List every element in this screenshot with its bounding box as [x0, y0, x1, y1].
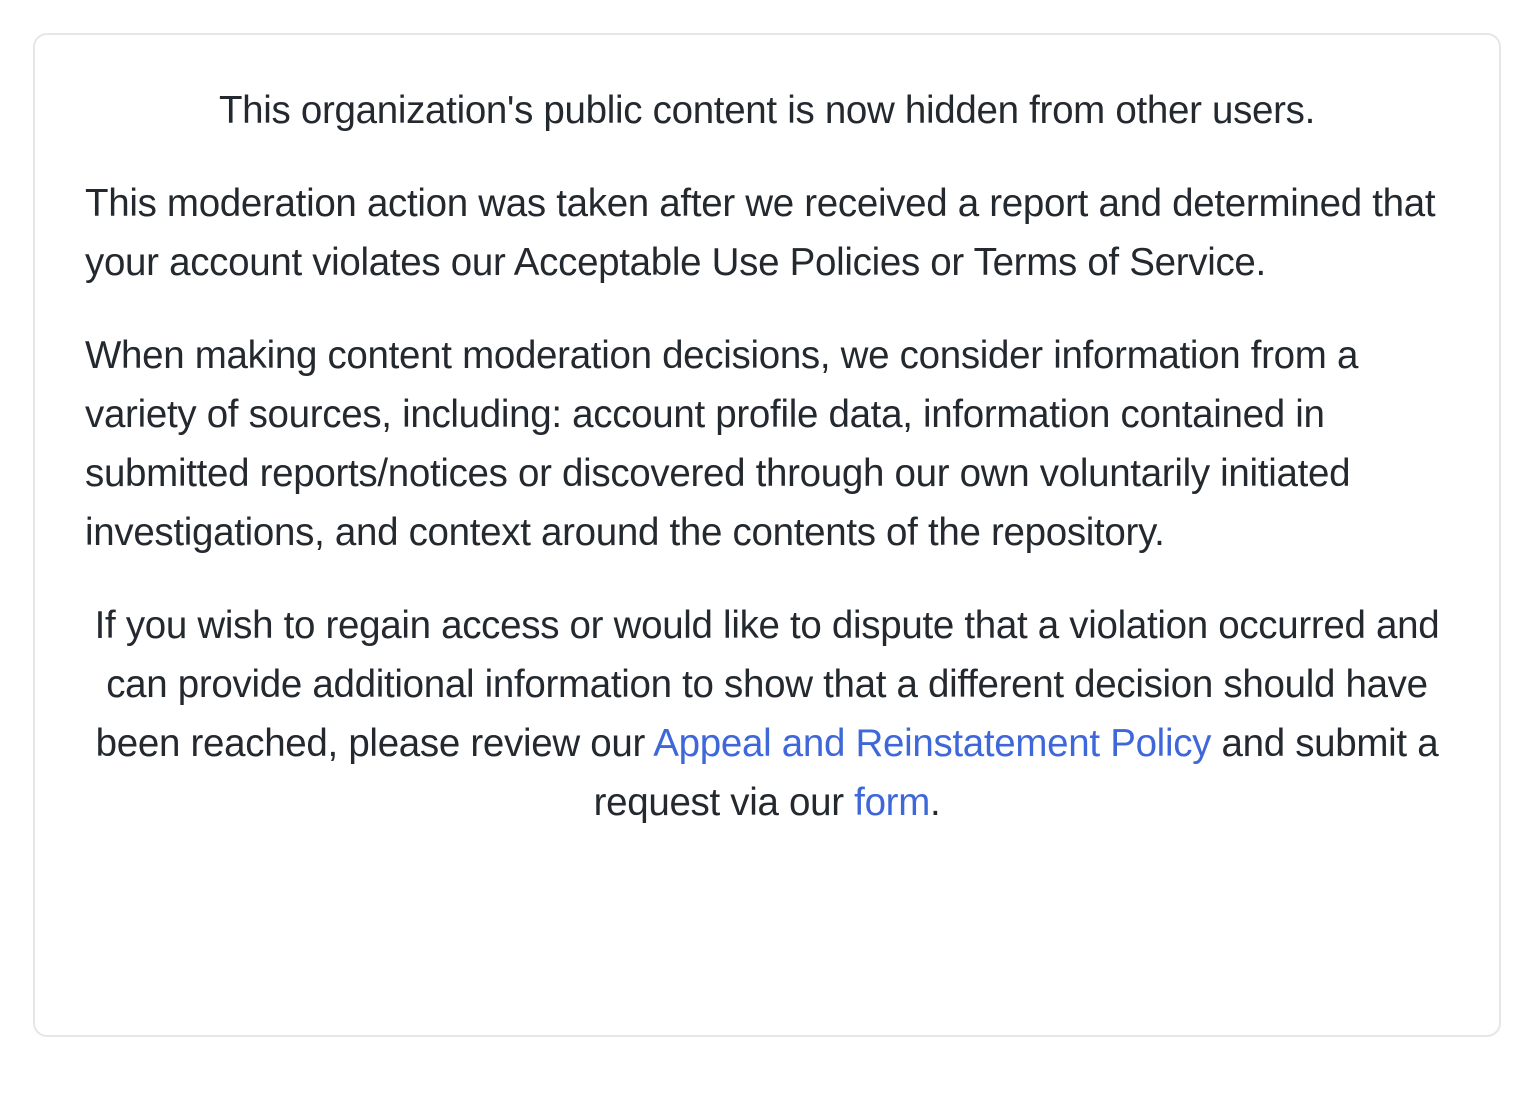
- page: [0, 33, 1534, 1037]
- moderation-action-paragraph: This moderation action was taken after we received a report and determined that your account violates our Acceptable Use Policies or Terms of Service.: [85, 182, 1436, 284]
- appeal-text-between-links: and submit a request via our: [593, 722, 1439, 824]
- appeal-form-link[interactable]: form: [854, 781, 930, 824]
- appeal-paragraph: [85, 596, 1449, 832]
- appeal-reinstatement-policy-link[interactable]: Appeal and Reinstatement Policy: [653, 722, 1212, 765]
- decision-process-paragraph: When making content moderation decisions, we consider information from a variety of sources, including: account profile data, information contained in submitted reports/notices or discovered through our own voluntarily initiated investigations, and context around the contents of the repository.: [85, 334, 1359, 554]
- appeal-text-before-policy-link: If you wish to regain access or would like to dispute that a violation occurred and can provide additional information to show that a different decision should have been reached, please review our: [94, 604, 1440, 765]
- moderation-notice-card: [33, 33, 1501, 1037]
- appeal-text-after-form-link: .: [929, 781, 941, 824]
- notice-headline: This organization's public content is now hidden from other users.: [218, 89, 1316, 132]
